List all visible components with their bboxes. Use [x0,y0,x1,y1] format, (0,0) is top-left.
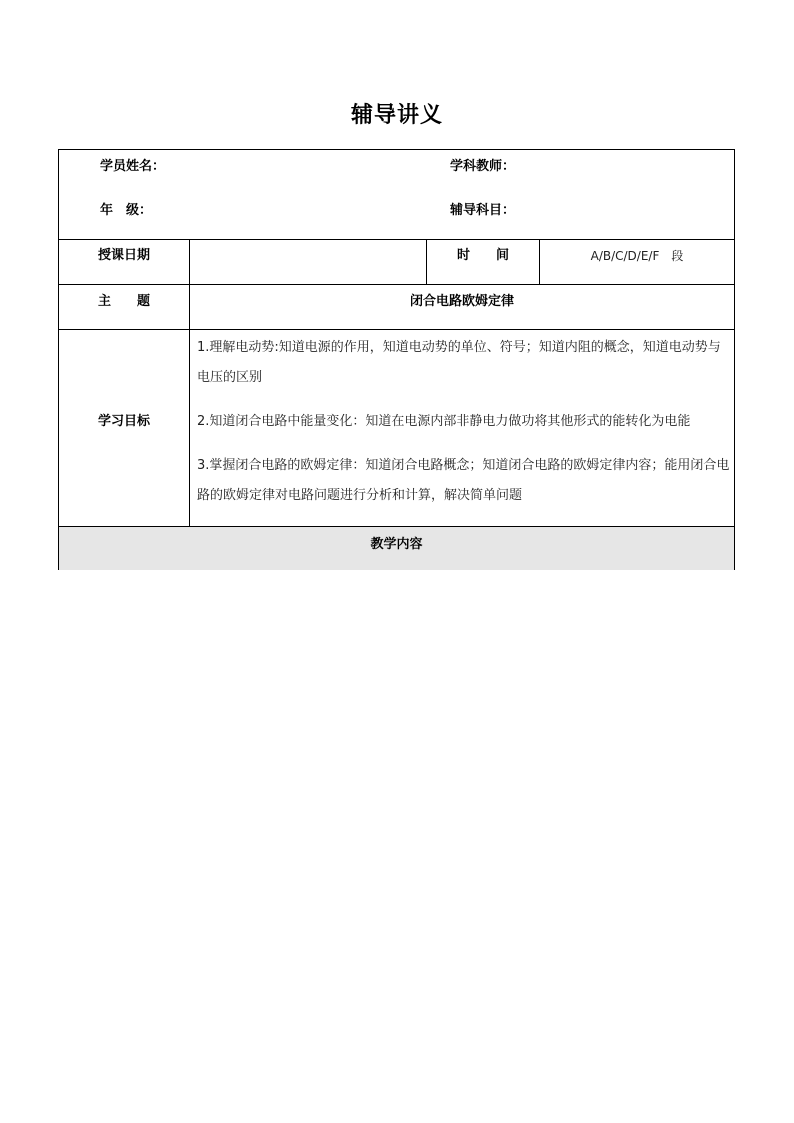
topic-value: 闭合电路欧姆定律 [409,294,514,309]
row-divider [59,284,734,285]
teaching-content-label: 教学内容 [370,537,423,552]
row-divider [59,329,734,330]
date-label: 授课日期 [97,248,150,263]
page-title: 辅导讲义 [350,103,443,128]
row-divider [59,526,734,527]
teacher-label: 学科教师： [450,159,516,174]
goal-item: 1.理解电动势:知道电源的作用，知道电动势的单位、符号；知道内阻的概念，知道电动势与电压的区别 [197,340,721,385]
topic-label: 主 题 [97,294,150,309]
subject-label: 辅导科目： [450,203,516,218]
goals-label: 学习目标 [97,414,150,429]
student-name-label: 学员姓名： [100,159,166,174]
goal-item: 2.知道闭合电路中能量变化：知道在电源内部非静电力做功将其他形式的能转化为电能 [197,414,691,429]
lesson-info-table [58,149,735,570]
goal-item: 3.掌握闭合电路的欧姆定律：知道闭合电路概念；知道闭合电路的欧姆定律内容；能用闭合电路的欧姆定律对电路问题进行分析和计算，解决简单问题 [197,458,730,503]
row-divider [59,239,734,240]
grade-label: 年 级： [100,203,153,218]
time-label: 时 间 [456,248,509,263]
time-slot-value: A/B/C/D/E/F 段 [590,249,684,263]
column-divider [189,239,190,526]
goals-list [197,333,732,525]
